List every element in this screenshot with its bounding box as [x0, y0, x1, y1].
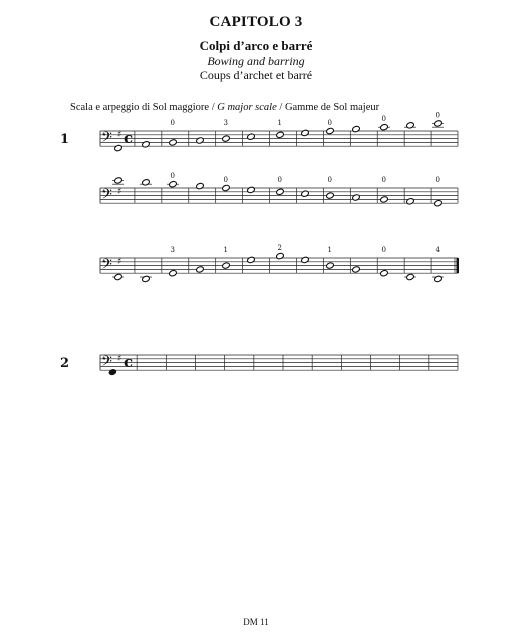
fingering-number: 0 — [170, 119, 175, 127]
fingering-number: 1 — [277, 119, 282, 127]
note-head-open — [352, 125, 361, 132]
final-thick-barline — [457, 258, 460, 273]
note-head-open — [247, 186, 256, 193]
note-head-open — [352, 194, 361, 201]
fingering-number: 3 — [223, 119, 228, 127]
note-head-open — [222, 262, 231, 269]
fingering-number: 1 — [327, 246, 332, 254]
note-head-open — [169, 139, 178, 146]
bass-clef: 𝄢 — [101, 129, 112, 150]
key-signature-sharp: ♯ — [117, 257, 122, 267]
note-head-open — [222, 184, 231, 191]
note-head-open — [169, 270, 178, 277]
note-head-open — [406, 273, 415, 280]
title-french: Coups d’archet et barré — [199, 68, 313, 82]
note-head-open — [406, 122, 415, 129]
note-head-open — [434, 120, 443, 127]
time-signature-common: c — [124, 129, 134, 147]
note-head-open — [352, 266, 361, 273]
note-head-open — [276, 131, 285, 138]
note-head-open — [301, 256, 310, 263]
key-signature-sharp: ♯ — [117, 187, 122, 197]
fingering-number: 0 — [381, 246, 386, 254]
note-head-open — [114, 273, 123, 280]
fingering-number: 0 — [223, 176, 228, 184]
note-head-open — [380, 196, 389, 203]
staff-4 — [100, 355, 458, 376]
fingering-number: 0 — [170, 172, 175, 181]
fingering-number: 1 — [223, 246, 228, 254]
bass-clef: 𝄢 — [101, 186, 112, 207]
chapter-title: CAPITOLO 3 — [209, 14, 303, 30]
key-signature-sharp: ♯ — [117, 130, 122, 140]
fingering-number: 2 — [277, 244, 282, 253]
note-head-open — [114, 177, 123, 184]
note-head-open — [301, 190, 310, 197]
scale-caption-en: G major scale — [217, 102, 277, 113]
title-italian: Colpi d’arco e barré — [199, 38, 313, 53]
note-head-open — [196, 266, 205, 273]
exercise-number: 1 — [60, 132, 70, 147]
note-head-open — [142, 179, 151, 186]
note-head-open — [247, 256, 256, 263]
time-signature-common: c — [124, 353, 134, 371]
note-head-open — [326, 127, 335, 134]
note-head-open — [380, 124, 389, 131]
exercise-number: 2 — [60, 356, 70, 371]
fingering-number: 4 — [435, 246, 440, 254]
note-head-open — [142, 141, 151, 148]
fingering-number: 0 — [435, 176, 440, 184]
note-head-open — [169, 181, 178, 188]
note-head-open — [114, 144, 123, 151]
note-head-open — [326, 262, 335, 269]
fingering-number: 0 — [327, 119, 332, 127]
fingering-number: 0 — [277, 176, 282, 184]
fingering-number: 0 — [381, 115, 386, 124]
note-head-open — [276, 252, 285, 259]
staff-3 — [100, 252, 459, 282]
scale-caption-fr: Gamme de Sol majeur — [284, 102, 380, 113]
note-head-open — [406, 198, 415, 205]
note-head-open — [276, 188, 285, 195]
note-head-open — [380, 270, 389, 277]
note-head-open — [326, 192, 335, 199]
scale-caption-sep: / — [279, 102, 283, 113]
note-head-open — [142, 275, 151, 282]
bass-clef: 𝄢 — [101, 256, 112, 277]
page-footer: DM 11 — [243, 617, 269, 627]
fingering-number: 0 — [435, 111, 440, 120]
note-head-open — [301, 129, 310, 136]
note-head-open — [434, 275, 443, 282]
note-head-open — [196, 137, 205, 144]
title-english: Bowing and barring — [207, 54, 305, 68]
fingering-number: 0 — [327, 176, 332, 184]
note-head-open — [222, 135, 231, 142]
fingering-number: 0 — [381, 176, 386, 184]
key-signature-sharp: ♯ — [117, 354, 122, 364]
note-head-open — [434, 200, 443, 207]
scale-caption-it: Scala e arpeggio di Sol maggiore / — [70, 102, 215, 113]
note-head-open — [247, 133, 256, 140]
bass-clef: 𝄢 — [101, 353, 112, 374]
fingering-number: 3 — [170, 246, 175, 254]
note-head-open — [196, 182, 205, 189]
